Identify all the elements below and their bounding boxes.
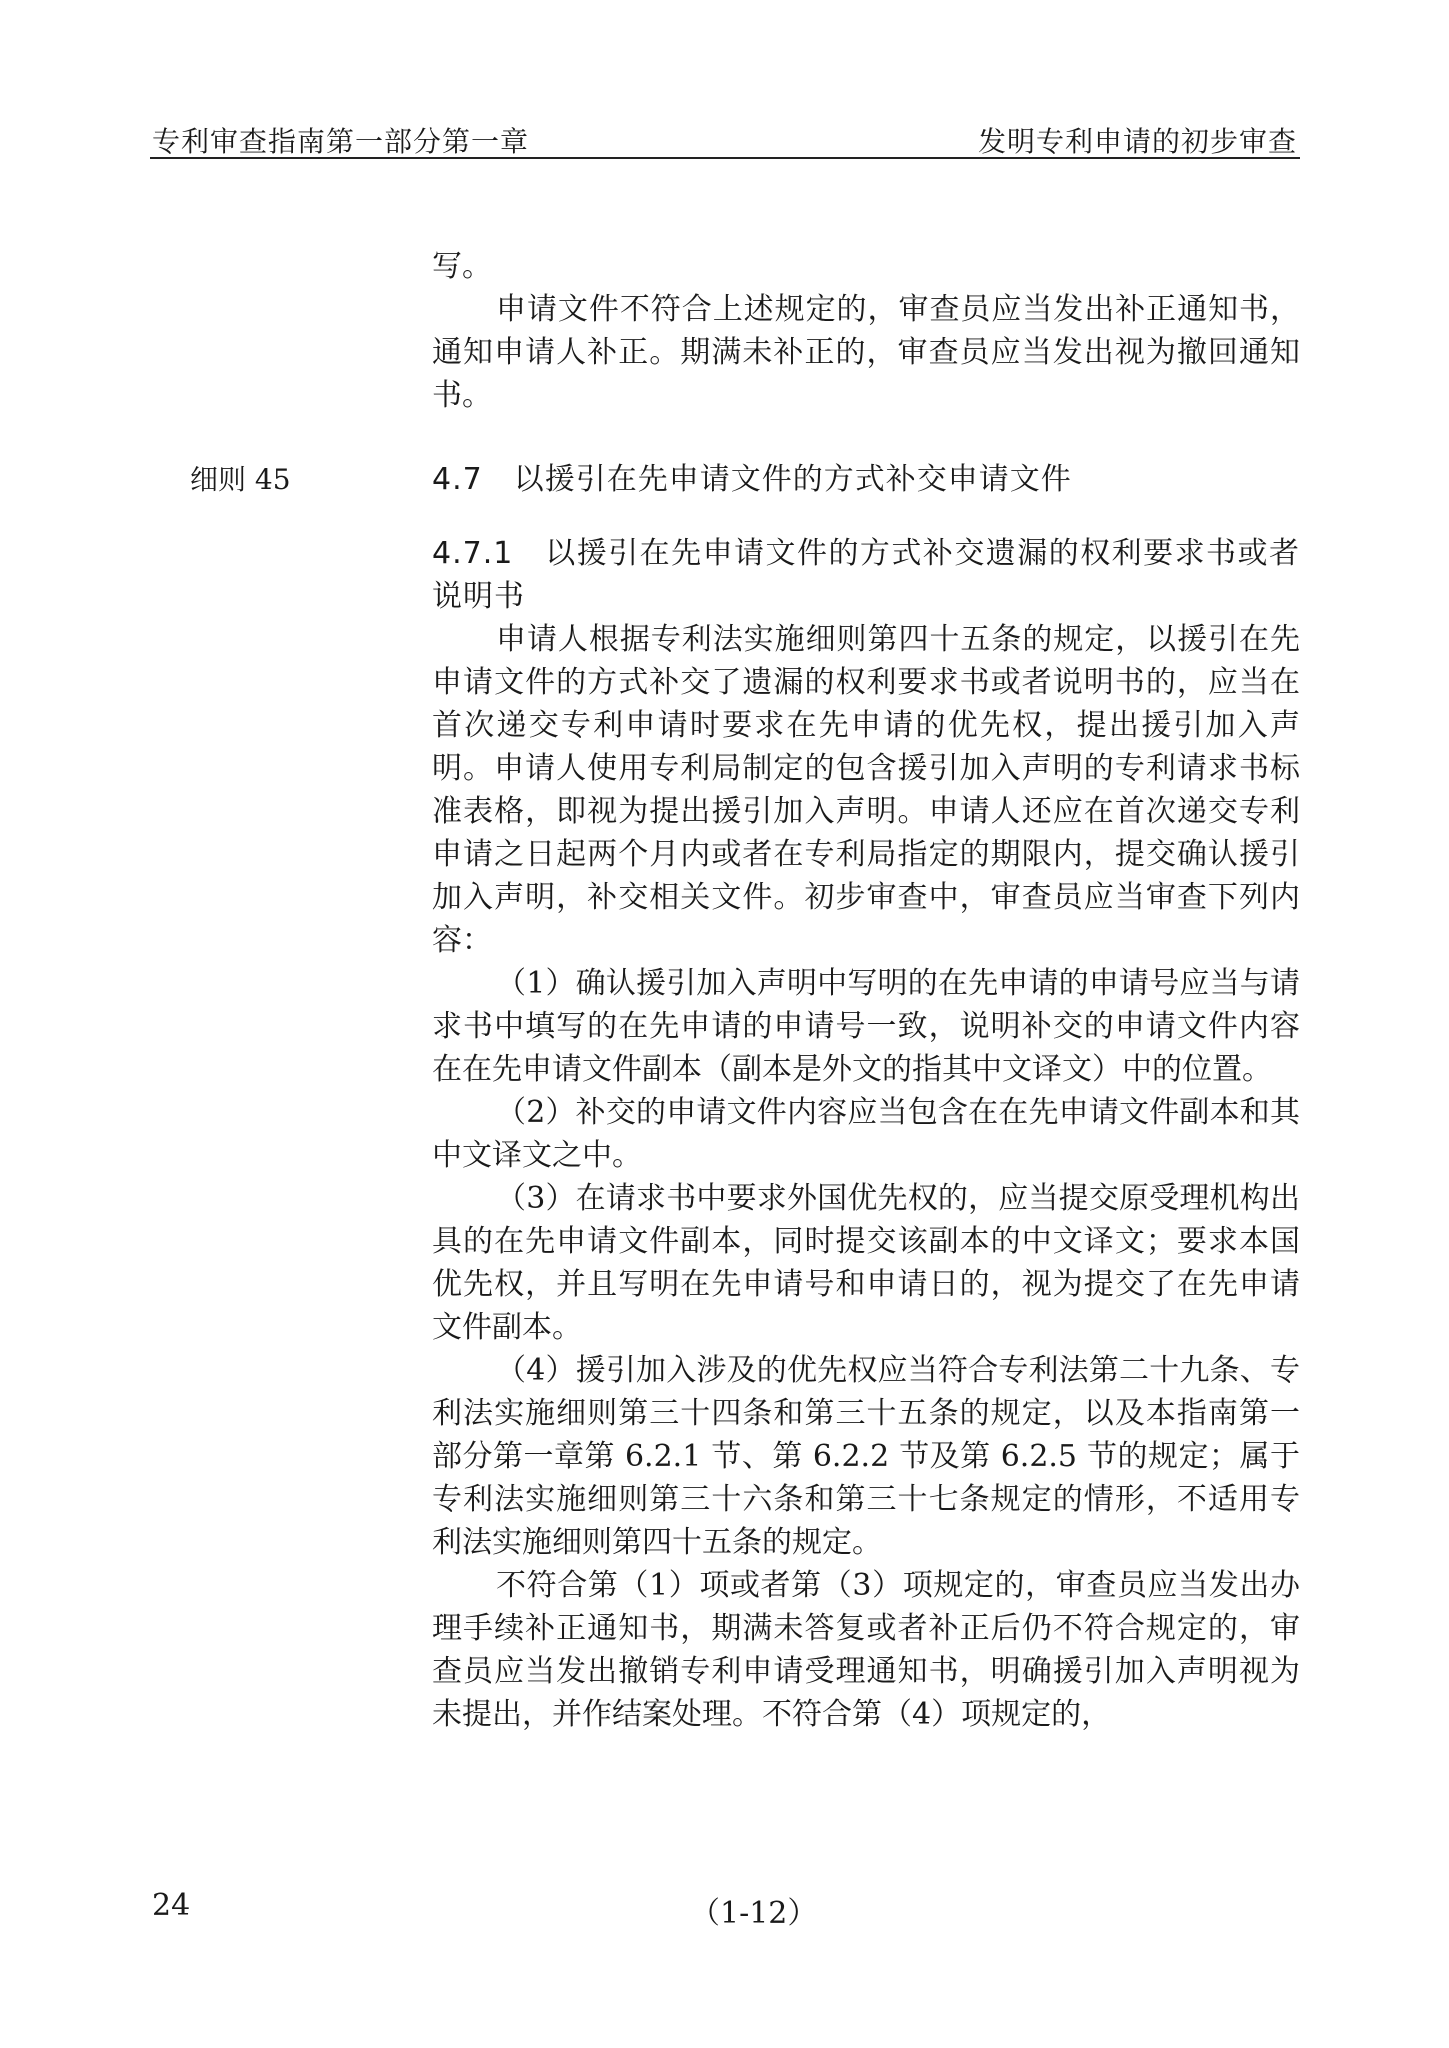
header-divider xyxy=(150,157,1300,159)
margin-note: 细则 45 xyxy=(190,463,291,496)
section-reference: （1-12） xyxy=(690,1896,818,1931)
section-4-7-1 xyxy=(432,532,1300,1736)
list-item: （2）补交的申请文件内容应当包含在在先申请文件副本和其中文译文之中。 xyxy=(432,1095,1300,1173)
paragraph: 不符合第（1）项或者第（3）项规定的，审查员应当发出办理手续补正通知书，期满未答复或者补正后仍不符合规定的，审查员应当发出撤销专利申请受理通知书，明确援引加入声明视为未提出，并作结案处理。不符合第（4）项规定的， xyxy=(432,1568,1300,1732)
list-item: （4）援引加入涉及的优先权应当符合专利法第二十九条、专利法实施细则第三十四条和第三十五条的规定，以及本指南第一部分第一章第 6.2.1 节、第 6.2.2 节及第 6.2.5 节的规定；属于专利法实施细则第三十六条和第三十七条规定的情形，不适用专利法实施细则第四十五条的规定。 xyxy=(432,1353,1300,1560)
continuation-fragment: 写。 xyxy=(432,249,492,284)
running-header-left: 专利审查指南第一部分第一章 xyxy=(152,125,530,158)
page-number: 24 xyxy=(152,1888,191,1923)
section-heading-4-7-1: 4.7.1 以援引在先申请文件的方式补交遗漏的权利要求书或者说明书 xyxy=(432,536,1300,614)
paragraph: 申请文件不符合上述规定的，审查员应当发出补正通知书，通知申请人补正。期满未补正的，审查员应当发出视为撤回通知书。 xyxy=(432,292,1300,413)
list-item: （3）在请求书中要求外国优先权的，应当提交原受理机构出具的在先申请文件副本，同时提交该副本的中文译文；要求本国优先权，并且写明在先申请号和申请日的，视为提交了在先申请文件副本。 xyxy=(432,1181,1300,1345)
running-header-right: 发明专利申请的初步审查 xyxy=(977,125,1297,158)
top-section xyxy=(432,245,1300,417)
section-heading-4-7: 4.7 以援引在先申请文件的方式补交申请文件 xyxy=(432,462,1072,497)
list-item: （1）确认援引加入声明中写明的在先申请的申请号应当与请求书中填写的在先申请的申请号一致，说明补交的申请文件内容在在先申请文件副本（副本是外文的指其中文译文）中的位置。 xyxy=(432,966,1300,1087)
paragraph: 申请人根据专利法实施细则第四十五条的规定，以援引在先申请文件的方式补交了遗漏的权利要求书或者说明书的，应当在首次递交专利申请时要求在先申请的优先权，提出援引加入声明。申请人使用专利局制定的包含援引加入声明的专利请求书标准表格，即视为提出援引加入声明。申请人还应在首次递交专利申请之日起两个月内或者在专利局指定的期限内，提交确认援引加入声明，补交相关文件。初步审查中，审查员应当审查下列内容： xyxy=(432,622,1300,958)
